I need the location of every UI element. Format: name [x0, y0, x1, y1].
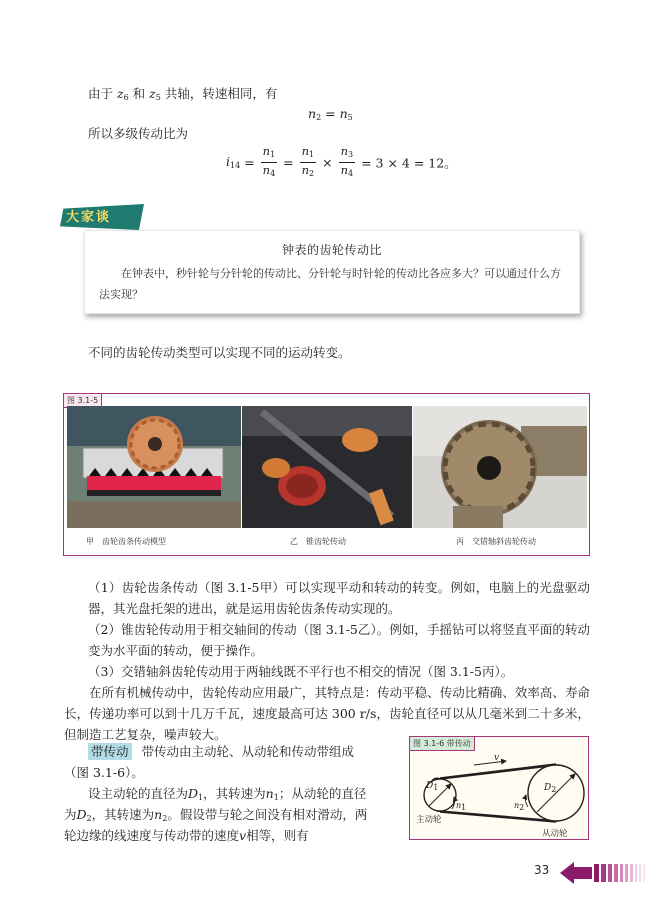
text-fragment: ；从动轮的直径 [278, 786, 367, 801]
label-v [494, 753, 499, 763]
belt-line-4 [64, 805, 367, 828]
equals-sign: = [244, 155, 255, 170]
subscript: 1 [433, 783, 439, 792]
discussion-question: 在钟表中，秒针轮与分针轮的传动比、分针轮与时针轮的传动比各应多大？可以通过什么方法实现？ [99, 267, 561, 301]
fraction-1 [261, 144, 278, 181]
var-n: n [514, 801, 520, 810]
paragraph-rack-pinion: （1）齿轮齿条传动（图 3.1-5甲）可以实现平动和转动的转变。例如，电脑上的光盘驱动器，其光盘托架的进出，就是运用齿轮齿条传动实现的。 [88, 580, 590, 616]
figure-3-1-5 [63, 393, 590, 556]
var-n: n [456, 801, 462, 810]
subscript: 1 [270, 150, 276, 159]
subscript: 2 [316, 113, 322, 122]
label-n2 [514, 801, 524, 812]
figure-3-1-6 [409, 736, 589, 840]
subscript: 1 [198, 793, 204, 802]
text-fragment: ，其转速为 [203, 786, 266, 801]
var-z: z [149, 86, 156, 101]
subscript: 1 [309, 150, 315, 159]
velocity-arrow [474, 761, 506, 765]
paragraph-gear-features: 在所有机械传动中，齿轮传动应用最广，其特点是：传动平稳、传动比精确、效率高、寿命长，传递功率可以到十几万千瓦，速度最高可达 300 r/s，齿轮直径可以从几毫米到二十多米，但制造工艺复杂，噪声较大。 [64, 685, 590, 742]
belt-line-1 [88, 742, 354, 761]
photo-helical-gear [413, 406, 587, 528]
subscript: 2 [551, 785, 557, 794]
bevel-gear-image [242, 406, 412, 528]
denominator: n [340, 163, 348, 177]
rack-pinion-image [67, 406, 241, 528]
times-sign: × [322, 155, 333, 170]
caption-b: 乙 锥齿轮传动 [290, 537, 346, 546]
numerator: n [340, 144, 348, 158]
discussion-title: 钟表的齿轮传动比 [281, 243, 382, 257]
subscript: 2 [519, 803, 525, 812]
equation-n2-n5 [308, 104, 353, 127]
subscript: 3 [348, 150, 354, 159]
text-fragment: 。假设带与轮之间没有相对滑动，两 [167, 807, 368, 822]
label-driver: 主动轮 [416, 815, 442, 825]
subscript: 5 [347, 113, 353, 122]
subscript: 4 [348, 169, 354, 178]
subscript: 4 [270, 169, 276, 178]
numerator: n [262, 144, 271, 158]
fraction-3 [339, 144, 356, 181]
var-n: n [154, 807, 163, 822]
formula-result: = 3 × 4 = 12。 [361, 155, 457, 171]
photo-bevel-gear [242, 406, 412, 528]
subscript: 2 [162, 814, 168, 823]
caption-a: 甲 齿轮齿条传动模型 [86, 537, 166, 546]
var-v: v [494, 753, 500, 763]
text-fragment: 带传动由主动轮、从动轮和传动带组成 [141, 744, 355, 759]
subscript: 2 [86, 814, 92, 823]
var-D: D [544, 783, 552, 793]
var-n: n [265, 786, 274, 801]
page-nav-arrow-decoration [560, 860, 650, 886]
text-fragment: 共轴，转速相同，有 [164, 86, 278, 101]
subscript: 6 [123, 93, 129, 102]
discussion-box [84, 230, 580, 314]
var-D: D [188, 786, 199, 801]
label-driven: 从动轮 [542, 829, 568, 839]
text-fragment: 设主动轮的直径为 [88, 786, 189, 801]
text-fragment: 轮边缘的线速度与传动带的速度 [64, 828, 240, 843]
belt-heading: 带传动 [88, 743, 132, 760]
label-d2 [544, 783, 556, 794]
belt-line-3 [88, 784, 366, 807]
text-fragment: 为 [64, 807, 77, 822]
figure-label: 图 3.1-6 带传动 [410, 737, 475, 751]
photo-rack-and-pinion [67, 406, 241, 528]
caption-c: 丙 交错轴斜齿轮传动 [456, 537, 536, 546]
numerator: n [301, 144, 310, 158]
paragraph-bevel: （2）锥齿轮传动用于相交轴间的传动（图 3.1-5乙）。例如，手摇钻可以将竖直平面的转动变为水平面的转动，便于操作。 [88, 622, 590, 658]
helical-gear-image [413, 406, 587, 528]
label-d1 [426, 781, 438, 792]
subscript: 1 [273, 793, 279, 802]
label-n1 [456, 801, 466, 812]
subscript: 2 [309, 169, 315, 178]
text-fragment: 由于 [88, 86, 114, 101]
subscript: 1 [461, 803, 467, 812]
belt-line-2: （图 3.1-6）。 [64, 765, 144, 780]
var-n: n [308, 106, 317, 121]
text-fragment: ，其转速为 [91, 807, 155, 822]
page-number: 33 [534, 863, 550, 877]
intro-line-2: 所以多级传动比为 [88, 126, 189, 141]
var-i: i [226, 154, 230, 169]
text-fragment: 和 [132, 86, 146, 101]
denominator: n [301, 163, 310, 177]
fraction-2 [300, 144, 317, 181]
var-v: v [239, 828, 247, 843]
paragraph-helical: （3）交错轴斜齿轮传动用于两轴线既不平行也不相交的情况（图 3.1-5丙）。 [88, 664, 514, 679]
discussion-tab-label: 大家谈 [66, 210, 112, 225]
denominator: n [262, 163, 271, 177]
var-z: z [117, 86, 124, 101]
subscript: 14 [230, 161, 241, 170]
subscript: 5 [155, 93, 161, 102]
equals-sign: = [283, 155, 294, 170]
equals-sign: = [325, 106, 336, 121]
text-fragment: 相等，则有 [246, 828, 309, 843]
paragraph-intro: 不同的齿轮传动类型可以实现不同的运动转变。 [88, 345, 351, 360]
var-D: D [426, 781, 434, 791]
transmission-ratio-formula [226, 144, 457, 181]
belt-line-5 [64, 826, 309, 845]
var-D: D [76, 807, 87, 822]
var-n: n [339, 106, 348, 121]
figure-label: 图 3.1-5 [64, 394, 102, 408]
intro-line-1 [88, 84, 277, 107]
